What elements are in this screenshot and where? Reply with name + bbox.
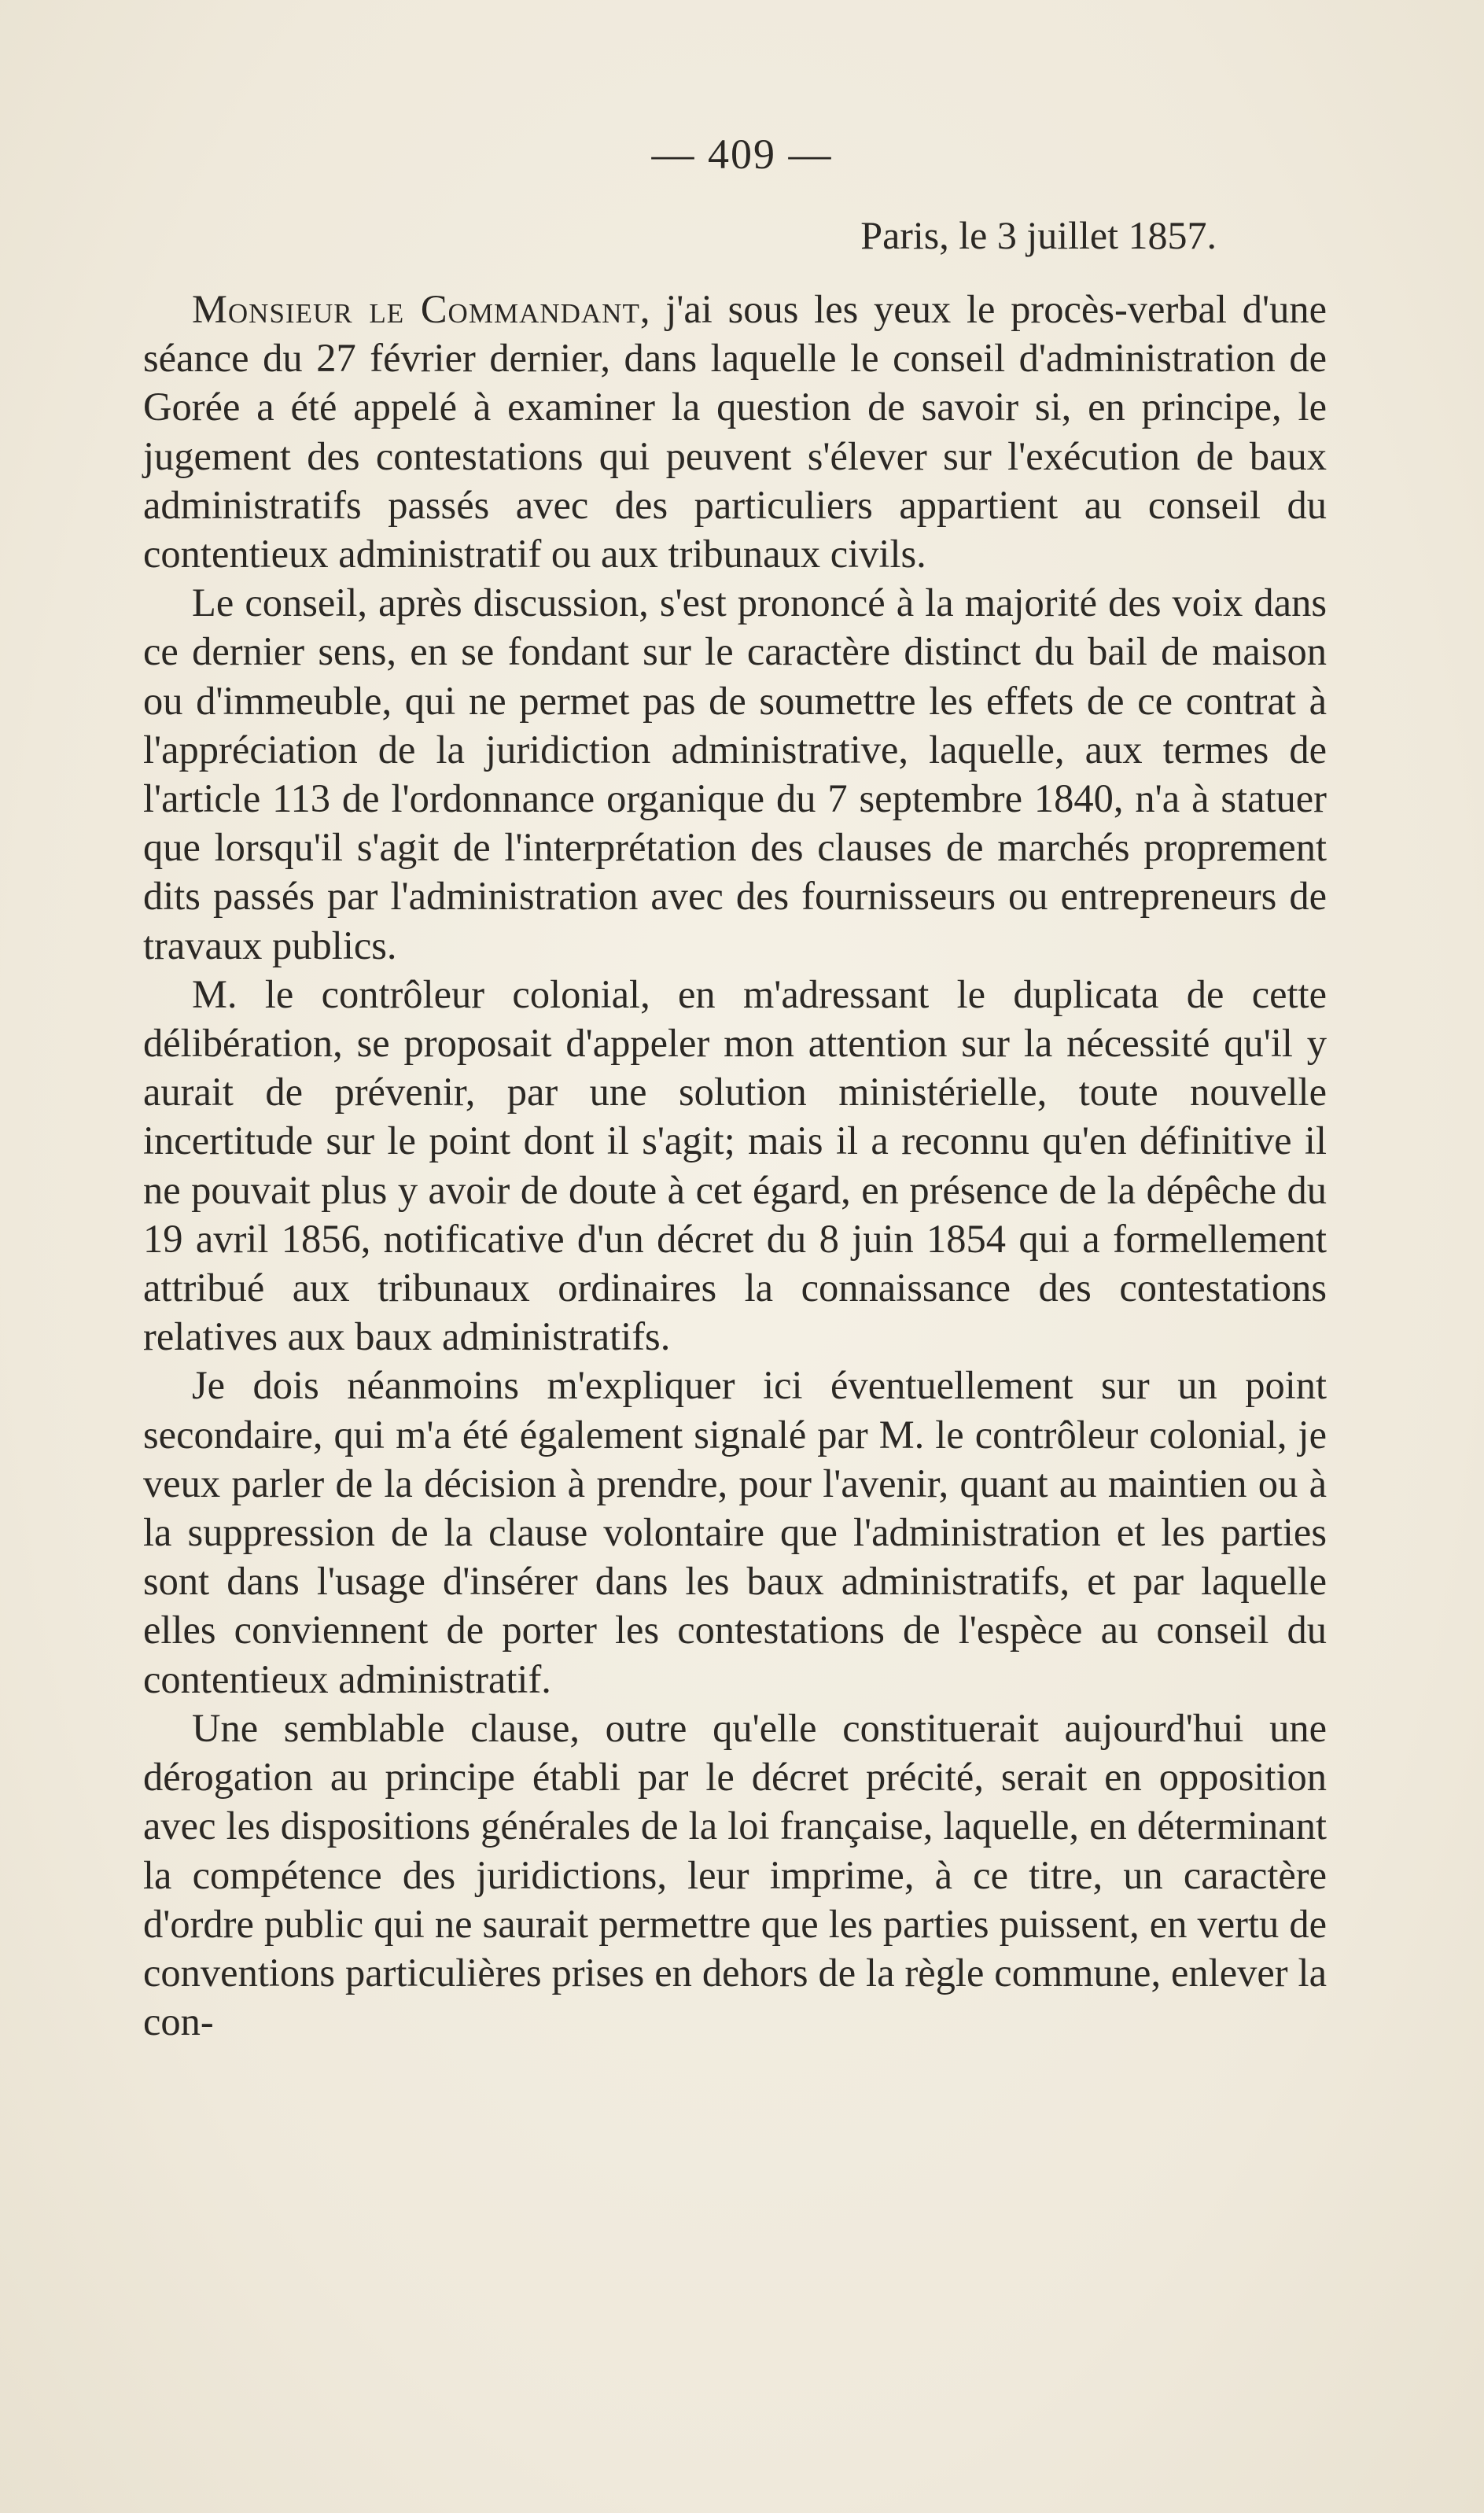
- paragraph-3: M. le contrôleur colonial, en m'adressant le duplicata de cette délibération, se proposait d'appeler mon attention sur la nécessité qu'il y aurait de prévenir, par une solution ministérielle, toute nouvelle incertitude sur le point dont il s'agit; mais il a reconnu qu'en définitive il ne pouvait plus y avoir de doute à cet égard, en présence de la dépêche du 19 avril 1856, notificative d'un décret du 8 juin 1854 qui a formellement attribué aux tribunaux ordinaires la connaissance des contestations relatives aux baux administratifs.: [143, 971, 1327, 1359]
- salutation: Monsieur le Commandant: [192, 287, 640, 331]
- page-number: — 409 —: [651, 131, 833, 178]
- paragraph-4: Je dois néanmoins m'expliquer ici éventuellement sur un point secondaire, qui m'a été également signalé par M. le contrôleur colonial, je veux parler de la décision à prendre, pour l'avenir, quant au maintien ou à la suppression de la clause volontaire que l'administration et les parties sont dans l'usage d'insérer dans les baux administratifs, et par laquelle elles conviennent de porter les contestations de l'espèce au conseil du contentieux administratif.: [143, 1363, 1327, 1701]
- paragraph-text: , j'ai sous les yeux le procès-verbal d'une séance du 27 février dernier, dans laquelle le conseil d'administration de Gorée a été appelé à examiner la question de savoir si, en principe, le jugement des contestations qui peuvent s'élever sur l'exécution de baux administratifs passés avec des particuliers appartient au conseil du contentieux administratif ou aux tribunaux civils.: [143, 287, 1327, 577]
- paragraph-2: Le conseil, après discussion, s'est prononcé à la majorité des voix dans ce dernier sens, en se fondant sur le caractère distinct du bail de maison ou d'immeuble, qui ne permet pas de soumettre les effets de ce contrat à l'appréciation de la juridiction administrative, laquelle, aux termes de l'article 113 de l'ordonnance organique du 7 septembre 1840, n'a à statuer que lorsqu'il s'agit de l'interprétation des clauses de marchés proprement dits passés par l'administration avec des fournisseurs ou entrepreneurs de travaux publics.: [143, 580, 1327, 967]
- dateline: Paris, le 3 juillet 1857.: [860, 213, 1217, 257]
- paragraph-5: Une semblable clause, outre qu'elle constituerait aujourd'hui une dérogation au principe établi par le décret précité, serait en opposition avec les dispositions générales de la loi française, laquelle, en déterminant la compétence des juridictions, leur imprime, à ce titre, un caractère d'ordre public qui ne saurait permettre que les parties puissent, en vertu de conventions particulières prises en dehors de la règle commune, enlever la con-: [143, 1705, 1327, 2044]
- letter-body: [143, 285, 1327, 2046]
- paragraph-1: [143, 285, 1327, 578]
